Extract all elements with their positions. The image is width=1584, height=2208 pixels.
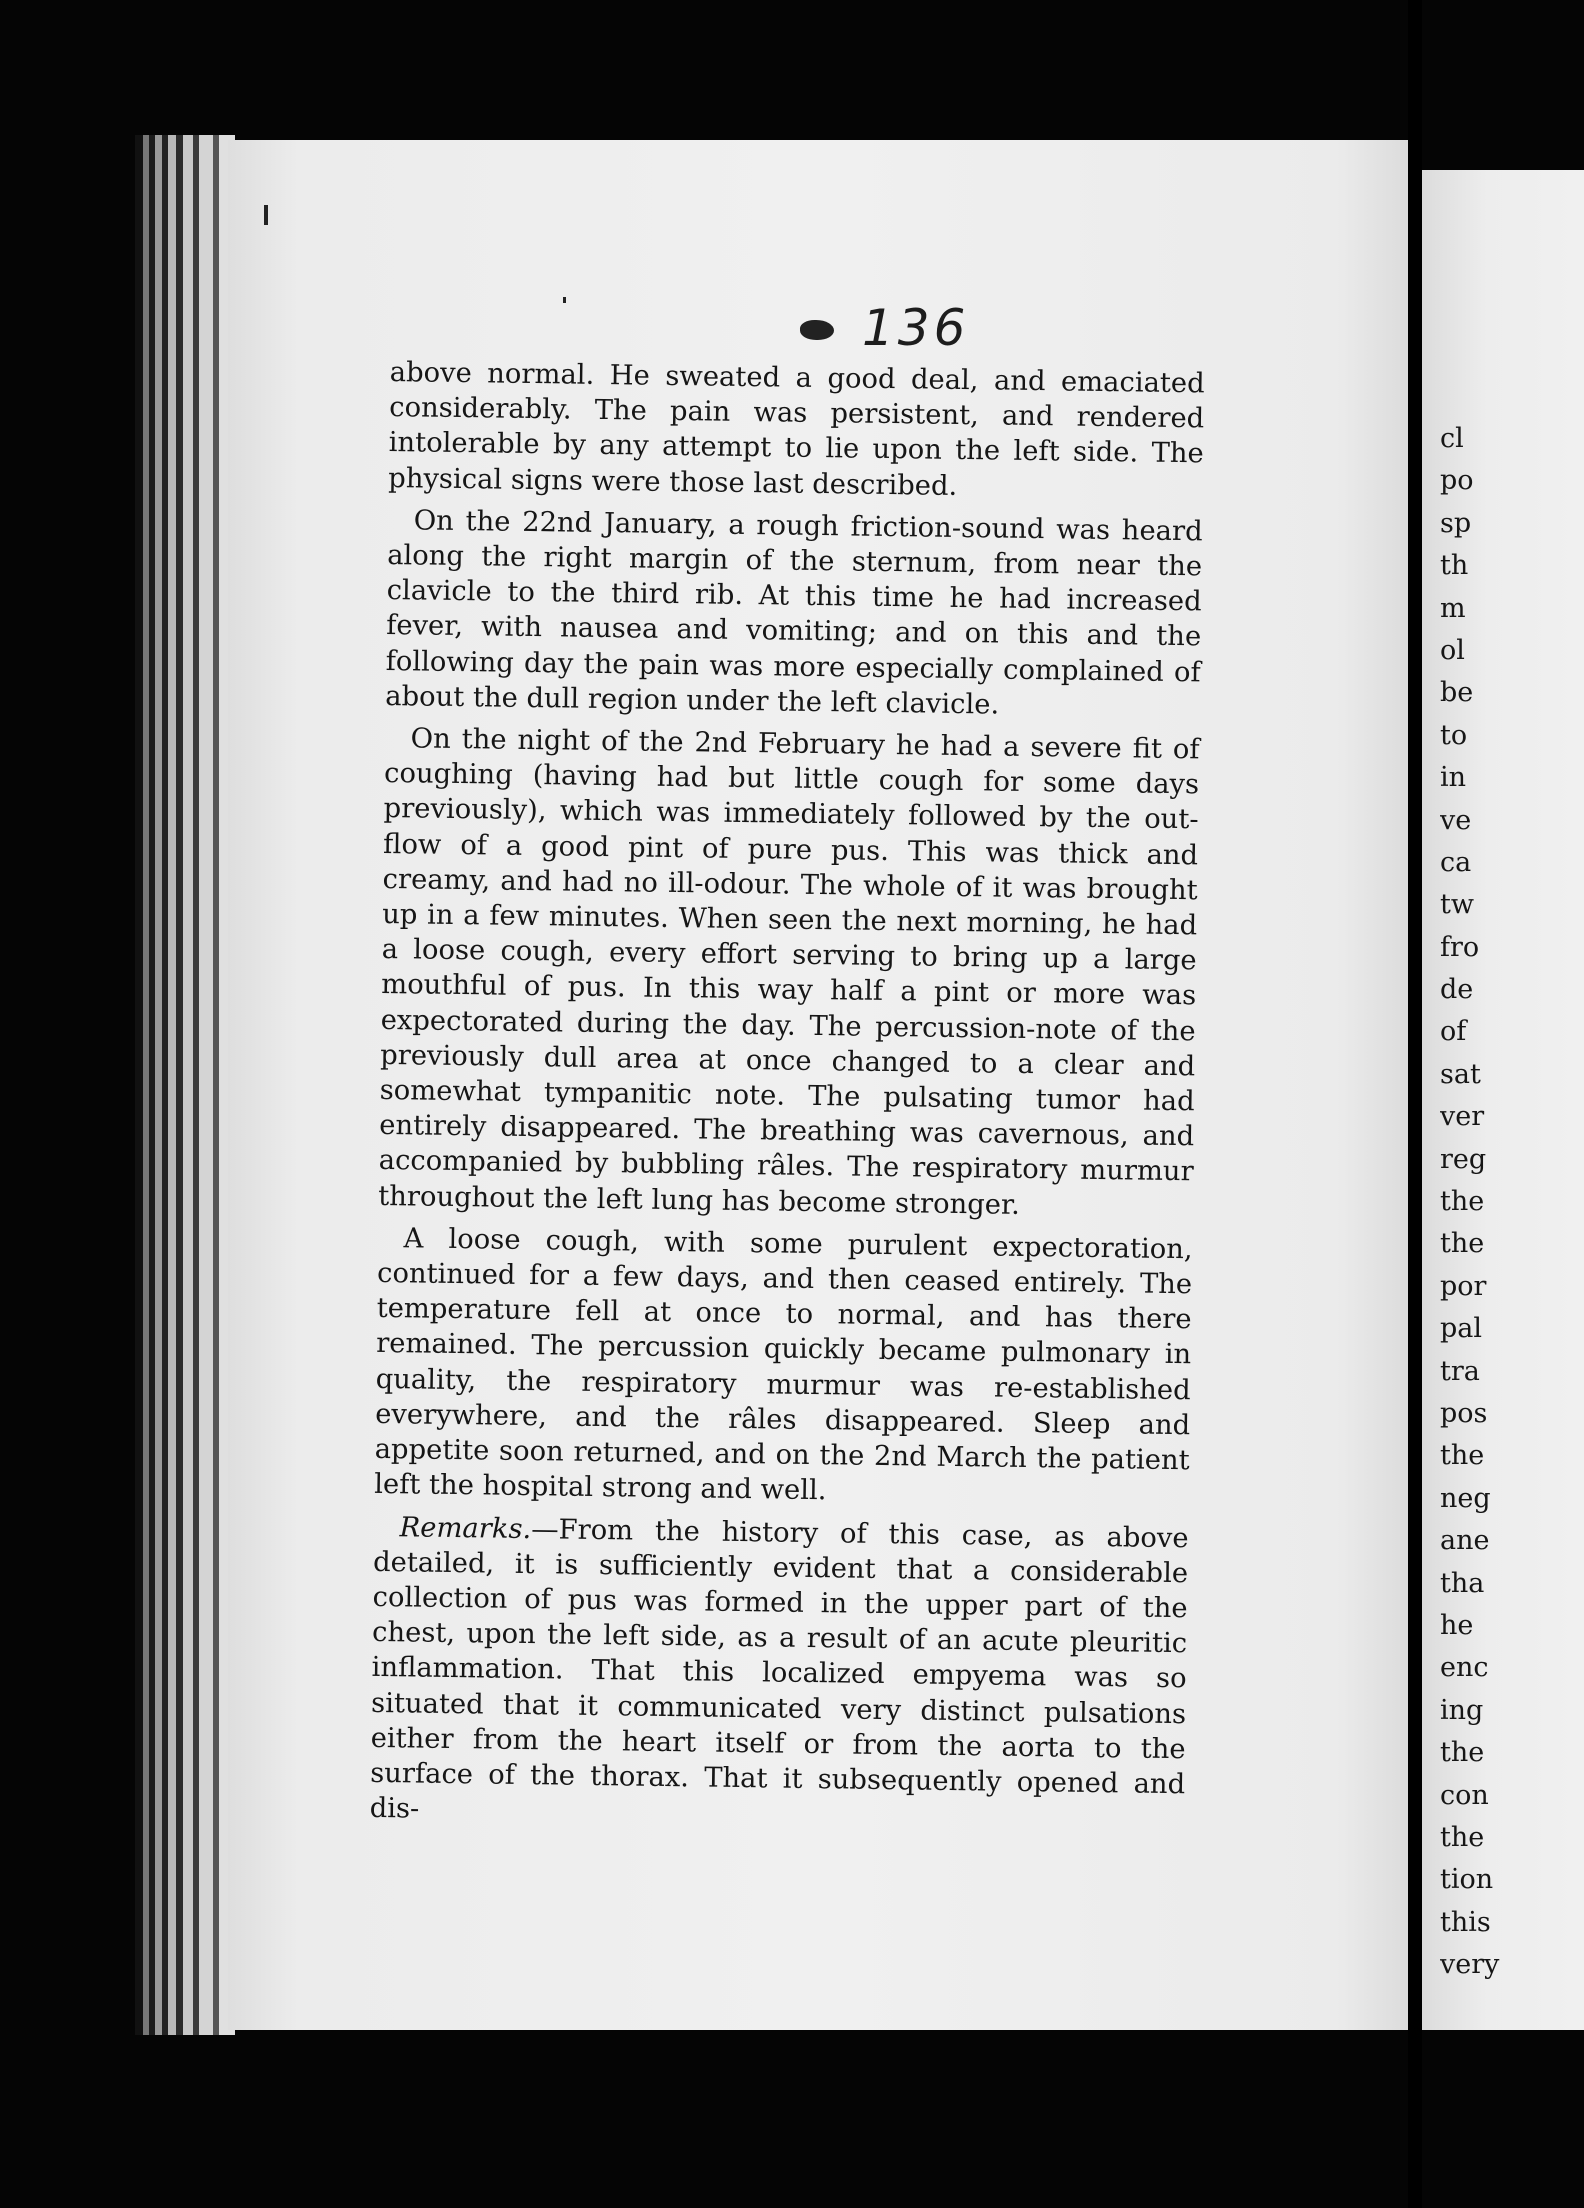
facing-line: th (1440, 550, 1469, 582)
ink-speck (563, 297, 566, 303)
facing-line: the (1440, 1228, 1485, 1260)
facing-line: ane (1440, 1525, 1490, 1557)
facing-line: con (1440, 1779, 1489, 1811)
remarks-label: Remarks. (399, 1511, 532, 1545)
facing-line: tha (1440, 1567, 1485, 1599)
body-text (369, 355, 1205, 1845)
facing-line: ol (1440, 634, 1465, 666)
facing-line: this (1440, 1906, 1491, 1938)
ink-smudge (800, 320, 834, 340)
facing-line: ve (1440, 804, 1472, 836)
facing-line: por (1440, 1270, 1487, 1302)
facing-line: sat (1440, 1058, 1481, 1090)
facing-line: cl (1440, 423, 1464, 454)
remarks-text: —From the history of this case, as above detailed, it is sufficiently evident that a considerable collection of pus was formed in the upper part of the chest, upon the left side, as a result of an acute pleuritic inflammation. That this localized empyema was so situated that it communicated very distinct pulsations either from the heart itself or from the aorta to the surface of the thorax. That it subsequently opened and dis- (369, 1513, 1189, 1825)
facing-line: po (1440, 465, 1474, 497)
facing-line: the (1440, 1821, 1485, 1853)
facing-line: tw (1440, 889, 1474, 921)
facing-line: enc (1440, 1652, 1489, 1684)
facing-line: neg (1440, 1482, 1491, 1514)
facing-line: very (1440, 1949, 1500, 1981)
facing-line: tra (1440, 1355, 1480, 1387)
facing-line: m (1440, 592, 1466, 624)
book-gutter (1408, 0, 1422, 2208)
facing-line: the (1440, 1186, 1485, 1218)
facing-line: be (1440, 677, 1474, 709)
facing-line: he (1440, 1609, 1474, 1641)
facing-line: pal (1440, 1313, 1483, 1345)
facing-line: in (1440, 762, 1467, 794)
facing-line: of (1440, 1016, 1467, 1048)
facing-page-text (1440, 418, 1580, 1986)
facing-line: de (1440, 974, 1474, 1006)
paragraph: On the 22nd January, a rough friction-sound was heard along the right margin of the sternum, from near the clavicle to the third rib. At this time he had increased fever, with nausea and vomiting; and on this and the following day the pain was more especially complained of about the dull region under the left clavicle. (385, 505, 1203, 721)
facing-line: ing (1440, 1694, 1484, 1726)
facing-line: fro (1440, 931, 1480, 963)
page-number-text: 136 (862, 299, 970, 357)
facing-line: ca (1440, 846, 1472, 878)
facing-line: the (1440, 1737, 1485, 1769)
page-number (800, 298, 1000, 358)
facing-line: reg (1440, 1143, 1487, 1175)
paragraph: On the night of the 2nd February he had a severe fit of coughing (having had but little cough for some days previously), which was immediately followed by the out-flow of a good pint of pure pus. This was thick and creamy, and had no ill-odour. The whole of it was brought up in a few minutes. When seen the next morning, he had a loose cough, every effort serving to bring up a large mouthful of pus. In this way half a pint or more was expectorated during the day. The percussion-note of the previously dull area at once changed to a clear and somewhat tympanitic note. The pulsating tumor had entirely disappeared. The breathing was cavernous, and accompanied by bubbling râles. The respiratory murmur throughout the left lung has become stronger. (378, 723, 1200, 1221)
facing-line: to (1440, 719, 1468, 751)
facing-line: sp (1440, 507, 1472, 539)
ink-speck (264, 205, 268, 225)
paragraph: above normal. He sweated a good deal, and emaciated considerably. The pain was persistent, and rendered intolerable by any attempt to lie upon the left side. The physical signs were those last described. (388, 356, 1205, 502)
facing-line: ver (1440, 1101, 1485, 1133)
facing-line: pos (1440, 1397, 1488, 1429)
facing-line: tion (1440, 1864, 1494, 1896)
paragraph: A loose cough, with some purulent expectoration, continued for a few days, and then ceased entirely. The temperature fell at once to normal, and has there remained. The percussion quickly became pulmonary in quality, the respiratory murmur was re-established everywhere, and the râles disappeared. Sleep and appetite soon returned, and on the 2nd March the patient left the hospital strong and well. (374, 1223, 1193, 1507)
facing-line: the (1440, 1440, 1485, 1472)
remarks-paragraph (369, 1509, 1188, 1837)
page-edge-stack (135, 135, 235, 2035)
